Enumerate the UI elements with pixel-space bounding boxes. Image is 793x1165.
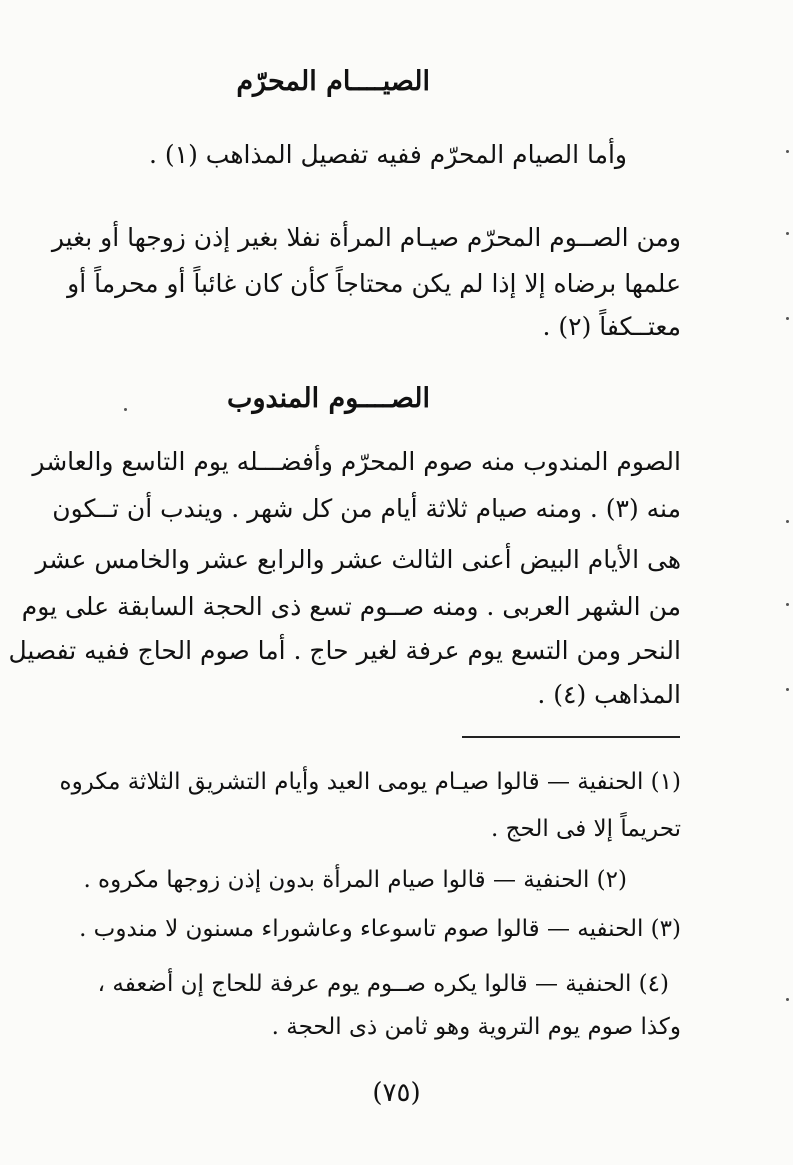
section-heading-recommended-fasting: الصــــوم المندوب <box>227 383 430 414</box>
footnote-line: (٣) الحنفيه — قالوا صوم تاسوعاء وعاشوراء مسنون لا مندوب . <box>79 916 681 942</box>
margin-speck <box>786 520 789 523</box>
paragraph-line: الصوم المندوب منه صوم المحرّم وأفضـــله يوم التاسع والعاشر <box>32 447 681 476</box>
paragraph-line: من الشهر العربى . ومنه صــوم تسع ذى الحجة السابقة على يوم <box>21 592 681 621</box>
paragraph-line: وأما الصيام المحرّم ففيه تفصيل المذاهب (١) . <box>149 140 627 169</box>
margin-speck <box>124 408 127 411</box>
margin-speck <box>786 603 789 606</box>
page-number: (٧٥) <box>372 1078 421 1108</box>
footnote-separator <box>462 736 680 738</box>
paragraph-line: منه (٣) . ومنه صيام ثلاثة أيام من كل شهر . ويندب أن تــكون <box>52 494 681 523</box>
margin-speck <box>786 688 789 691</box>
paragraph-line: علمها برضاه إلا إذا لم يكن محتاجاً كأن كان غائباً أو محرماً أو <box>67 269 681 298</box>
margin-speck <box>786 317 789 320</box>
margin-speck <box>786 232 789 235</box>
paragraph-line: ومن الصــوم المحرّم صيـام المرأة نفلا بغير إذن زوجها أو بغير <box>51 223 681 252</box>
footnote-line: وكذا صوم يوم التروية وهو ثامن ذى الحجة . <box>271 1014 681 1040</box>
paragraph-line: معتــكفاً (٢) . <box>542 312 681 341</box>
paragraph-line: هى الأيام البيض أعنى الثالث عشر والرابع عشر والخامس عشر <box>35 545 681 574</box>
footnote-line: تحريماً إلا فى الحج . <box>491 816 681 842</box>
margin-speck <box>786 150 789 153</box>
margin-speck <box>786 998 789 1001</box>
paragraph-line: المذاهب (٤) . <box>537 680 681 709</box>
section-heading-forbidden-fasting: الصيــــام المحرّم <box>236 66 430 97</box>
footnote-line: (٢) الحنفية — قالوا صيام المرأة بدون إذن زوجها مكروه . <box>83 867 627 893</box>
footnote-line: (١) الحنفية — قالوا صيـام يومى العيد وأيام التشريق الثلاثة مكروه <box>59 769 681 795</box>
paragraph-line: النحر ومن التسع يوم عرفة لغير حاج . أما صوم الحاج ففيه تفصيل <box>8 636 681 665</box>
footnote-line: (٤) الحنفية — قالوا يكره صــوم يوم عرفة للحاج إن أضعفه ، <box>97 971 669 997</box>
